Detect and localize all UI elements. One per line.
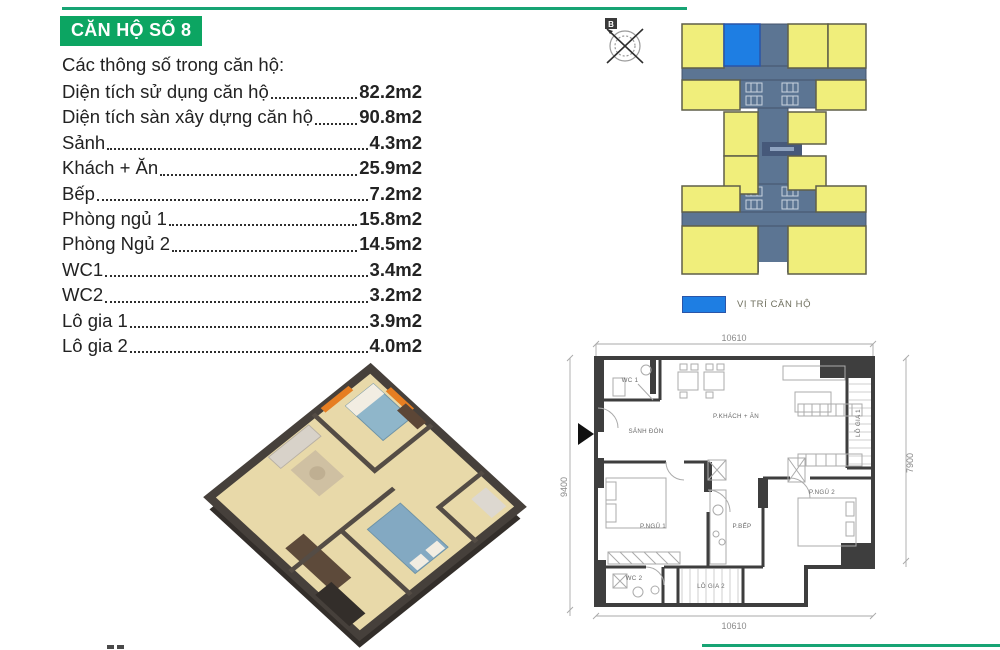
spec-label: WC2 [62, 284, 104, 306]
spec-row [62, 257, 422, 282]
spec-row [62, 104, 422, 129]
spec-row [62, 282, 422, 307]
room-label-living: P.KHÁCH + ĂN [713, 413, 759, 420]
apartment-3d-render [180, 352, 552, 650]
dotted-leader [315, 123, 357, 125]
dotted-leader [97, 199, 368, 201]
room-label-hall: SẢNH ĐÓN [628, 428, 664, 435]
room-labels [622, 377, 862, 590]
spec-value: 7.2m2 [369, 182, 422, 204]
spec-row [62, 79, 422, 104]
compass-icon [600, 17, 648, 67]
bottom-divider-rule [702, 644, 1000, 647]
spec-label: Lô gia 1 [62, 309, 128, 331]
spec-value: 4.3m2 [369, 131, 422, 153]
spec-value: 3.4m2 [369, 258, 422, 280]
spec-row [62, 231, 422, 256]
dotted-leader [105, 275, 367, 277]
spec-row [62, 206, 422, 231]
spec-label: Phòng ngủ 1 [62, 208, 167, 230]
dotted-leader [107, 148, 367, 150]
spec-value: 14.5m2 [359, 233, 422, 255]
dim-bottom-label: 10610 [721, 621, 747, 631]
spec-value: 3.2m2 [369, 284, 422, 306]
legend-color-swatch [682, 296, 726, 313]
apartment-floorplan [558, 330, 970, 650]
top-divider-rule [62, 7, 687, 10]
spec-label: Diện tích sử dụng căn hộ [62, 81, 269, 102]
building-keyplan [652, 16, 888, 292]
room-label-wc1: WC 1 [621, 377, 639, 384]
spec-row [62, 181, 422, 206]
render-floorplate [210, 368, 521, 635]
keyplan-bottom-notch [759, 262, 787, 275]
spec-value: 3.9m2 [369, 309, 422, 331]
dotted-leader [271, 97, 357, 99]
spec-label: Diện tích sàn xây dựng căn hộ [62, 106, 313, 128]
spec-value: 82.2m2 [359, 81, 422, 102]
spec-label: WC1 [62, 258, 104, 280]
keyplan-legend [682, 296, 811, 313]
room-label-loggia2: LÔ GIA 2 [697, 583, 725, 590]
spec-value: 4.0m2 [369, 335, 422, 357]
spec-label: Khách + Ăn [62, 157, 159, 179]
keyplan-lift-door [770, 147, 794, 151]
spec-label: Lô gia 2 [62, 335, 128, 357]
keyplan-highlighted-unit [724, 24, 760, 66]
spec-value: 25.9m2 [359, 157, 422, 179]
spec-intro: Các thông số trong căn hộ: [62, 54, 285, 75]
room-label-bed2: P.NGỦ 2 [808, 489, 836, 496]
dim-left-label: 9400 [559, 476, 569, 498]
spec-row [62, 130, 422, 155]
entry-arrow-icon [578, 423, 594, 445]
spec-label: Sảnh [62, 131, 106, 153]
dotted-leader [130, 326, 368, 328]
spec-value: 90.8m2 [359, 106, 422, 128]
dotted-leader [172, 250, 357, 252]
room-label-kitchen: P.BẾP [732, 523, 752, 530]
spec-label: Bếp [62, 182, 95, 204]
page-number-cropped [107, 645, 124, 649]
spec-row [62, 308, 422, 333]
dim-right-label: 7900 [905, 452, 915, 474]
spec-list [62, 52, 422, 358]
apartment-number-badge: CĂN HỘ SỐ 8 [60, 16, 202, 46]
room-label-bed1: P.NGỦ 1 [639, 523, 667, 530]
spec-row [62, 155, 422, 180]
compass-north-label: B [608, 20, 614, 29]
room-label-wc2: WC 2 [625, 575, 643, 582]
dotted-leader [160, 174, 357, 176]
dotted-leader [105, 301, 367, 303]
dotted-leader [169, 224, 357, 226]
spec-label: Phòng Ngủ 2 [62, 233, 171, 255]
spec-value: 15.8m2 [359, 208, 422, 230]
legend-label: VỊ TRÍ CĂN HỘ [737, 299, 812, 310]
room-label-loggia1: LÔ GIA 1 [855, 409, 862, 437]
dim-top-label: 10610 [721, 333, 747, 343]
keyplan-corridor-band [682, 212, 866, 226]
